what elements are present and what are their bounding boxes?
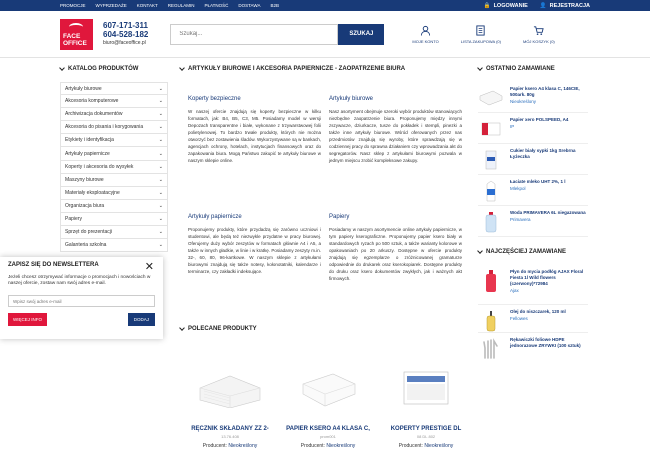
producer-value[interactable]: Nieokreślony: [228, 443, 258, 449]
user-icon: [420, 25, 431, 36]
login-label: LOGOWANIE: [493, 2, 528, 9]
paper-ream-icon: [297, 366, 359, 410]
chevron-down-icon: ⌄: [158, 189, 163, 196]
intro-grid: [180, 76, 470, 322]
top-nav-link[interactable]: PŁATNOŚĆ: [204, 3, 229, 8]
product-thumbnail[interactable]: [478, 210, 504, 234]
product-code: prom001: [320, 434, 336, 439]
chevron-down-icon: ⌄: [158, 85, 163, 92]
category-label: Papiery: [65, 215, 82, 222]
product-producer: [203, 443, 257, 449]
top-nav-link[interactable]: B2B: [270, 3, 279, 8]
recent-item[interactable]: [478, 113, 588, 144]
category-item[interactable]: [60, 121, 168, 134]
section-heading: Artykuły papiernicze: [188, 214, 242, 220]
recent-item[interactable]: [478, 144, 588, 175]
account-links: [484, 3, 590, 9]
category-item[interactable]: [60, 108, 168, 121]
top-nav-link[interactable]: PROMOCJE: [60, 3, 86, 8]
producer-label: Producent:: [300, 443, 325, 449]
logo[interactable]: [60, 19, 93, 50]
section-heading: Papiery: [329, 214, 350, 220]
popular-item-brand[interactable]: Ajax: [510, 288, 519, 293]
product-card[interactable]: [382, 352, 470, 449]
catalog-heading: [60, 62, 168, 76]
producer-label: Producent:: [202, 443, 227, 449]
popular-list: [478, 265, 588, 364]
category-item[interactable]: [60, 226, 168, 239]
newsletter-text: Jeżeli chcesz otrzymywać informacje o promocjach i nowościach w naszej ofercie, zostaw nam swój adres e-mail.: [8, 275, 151, 286]
chevron-down-icon: ⌄: [158, 215, 163, 222]
paper-towels-icon: [196, 368, 264, 408]
recent-title: OSTATNIO ZAMAWIANE: [486, 66, 555, 72]
catalog-title: KATALOG PRODUKTÓW: [68, 66, 139, 72]
category-label: Sprzęt do prezentacji: [65, 229, 112, 236]
top-bar: [0, 0, 650, 11]
section-text: Posiadamy w naszym asortymencie online artykuły papiernicze, w tym papiery kserograficzne. Proponujemy papier ksero biały w standardowych ryzach po 500 sztuk, a także warianty kolorowe w opakowaniach po 20 arkuszy. Dostępne w ofercie produkty znajdują się egzemplarze o zróżnicowanej gramaturze odpowiednie do drukarek oraz kserokopiarek. Dostępne produkty do druku oraz ksero dokumentów zwykłych, jak i ważnych akt firmowych.: [329, 227, 462, 281]
product-card[interactable]: [284, 352, 372, 449]
chevron-down-icon: ⌄: [158, 229, 163, 236]
close-icon[interactable]: ✕: [144, 261, 154, 273]
catalog-sidebar: [60, 58, 168, 449]
chevron-down-icon: ⌄: [158, 137, 163, 144]
category-label: Artykuły papiernicze: [65, 150, 110, 157]
product-producer: [301, 443, 355, 449]
recent-item-brand[interactable]: IP: [510, 124, 515, 129]
gloves-icon: [480, 338, 502, 360]
cleaner-bottle-icon: [484, 269, 498, 293]
list-icon: [475, 25, 486, 36]
chevron-down-icon: ⌄: [158, 124, 163, 131]
section-heading: Artykuły biurowe: [329, 96, 374, 102]
popular-heading: [478, 245, 588, 259]
top-nav-link[interactable]: KONTAKT: [136, 3, 158, 8]
producer-label: Producent:: [398, 443, 423, 449]
product-thumbnail[interactable]: [478, 86, 504, 110]
main-content: [0, 58, 650, 449]
recent-item[interactable]: [478, 206, 588, 237]
category-label: Organizacja biura: [65, 202, 105, 209]
user-plus-icon: 👤: [539, 2, 547, 9]
top-nav-link[interactable]: REGULAMIN: [167, 3, 195, 8]
popular-item[interactable]: [478, 265, 588, 305]
category-list: [60, 82, 168, 252]
header: [0, 11, 650, 57]
newsletter-title: ZAPISZ SIĘ DO NEWSLETTERA: [8, 262, 99, 268]
chevron-down-icon: [59, 65, 65, 71]
logo-line1: FACE: [63, 32, 81, 40]
category-label: Materiały eksploatacyjne: [65, 189, 120, 196]
recent-heading: [478, 62, 588, 76]
category-label: Koperty i akcesoria do wysyłek: [65, 163, 134, 170]
newsletter-popup: [0, 257, 163, 339]
product-card[interactable]: [186, 352, 274, 449]
phone-2: 604-528-182: [103, 29, 149, 39]
section-text: W naszej ofercie znajdują się koperty bezpieczne w kilku formatach, jak: B4, B5, C3, M5. Posiadamy model w wersji Depozach transparentne i białe, wykonane z trzywarstwowej folii polietylenowej. To bardzo trwałe produkty, których nie można otworzyć bez zostawienia śladów. Wykorzystywane są w bankach, agencjach ochrony, hotelach, instytucjach finansowych oraz do zapakowania biura. Mogą Państwo zakupić te artykuły biurowe w naszym sklepie online.: [188, 109, 321, 163]
sugar-icon: [483, 149, 499, 171]
right-sidebar: [478, 58, 588, 449]
popular-item-title[interactable]: Olej do niszczarek, 120 ml: [510, 309, 566, 314]
recent-item-title[interactable]: Łaciate mleko UHT 2%, 1 l: [510, 179, 566, 184]
search-button[interactable]: SZUKAJ: [338, 24, 384, 45]
email[interactable]: biuro@faceoffice.pl: [103, 39, 146, 46]
my-account-button[interactable]: [412, 25, 438, 44]
bird-icon: [69, 23, 83, 31]
contact-info: [103, 21, 148, 48]
popular-title: NAJCZĘŚCIEJ ZAMAWIANE: [486, 249, 567, 255]
my-account-label: MOJE KONTO: [412, 38, 439, 44]
recent-item-title[interactable]: Papier ksero A4 klasa C, 146CIE, 500ark. 80g: [510, 86, 580, 97]
top-nav: [60, 3, 279, 8]
product-name[interactable]: RĘCZNIK SKŁADANY ZZ 2-: [191, 426, 269, 432]
category-item[interactable]: [60, 161, 168, 174]
intro-section: [188, 214, 321, 322]
product-producer: [399, 443, 453, 449]
intro-section: [188, 96, 321, 204]
category-item[interactable]: [60, 200, 168, 213]
shopping-list-button[interactable]: [461, 25, 501, 44]
recent-item-title[interactable]: Papier xero POLSPEED, A4: [510, 117, 569, 122]
category-label: Akcesoria komputerowe: [65, 98, 119, 105]
recent-item[interactable]: [478, 82, 588, 113]
search-bar: [170, 24, 384, 45]
category-label: Maszyny biurowe: [65, 176, 104, 183]
product-thumbnail[interactable]: [478, 309, 504, 333]
category-label: Galanteria szkolna: [65, 242, 107, 249]
paper-box-icon: [480, 119, 502, 139]
cart-button[interactable]: [523, 25, 555, 44]
chevron-down-icon: ⌄: [158, 98, 163, 105]
chevron-down-icon: [179, 65, 185, 71]
category-item[interactable]: [60, 239, 168, 252]
featured-title: POLECANE PRODUKTY: [188, 326, 257, 332]
lock-icon: 🔒: [483, 2, 491, 9]
category-item[interactable]: [60, 174, 168, 187]
login-link[interactable]: [484, 3, 528, 9]
water-bottle-icon: [483, 211, 499, 233]
newsletter-email-input[interactable]: [8, 295, 155, 307]
intro-section: [329, 96, 462, 204]
chevron-down-icon: ⌄: [158, 176, 163, 183]
category-item[interactable]: [60, 82, 168, 95]
product-image[interactable]: [386, 352, 466, 424]
popular-item[interactable]: [478, 305, 588, 333]
logo-line2: OFFICE: [63, 39, 87, 47]
product-thumbnail[interactable]: [478, 179, 504, 203]
product-thumbnail[interactable]: [478, 269, 504, 293]
envelopes-icon: [401, 368, 451, 408]
category-item[interactable]: [60, 95, 168, 108]
product-name[interactable]: PAPIER KSERO A4 KLASA C,: [286, 426, 370, 432]
chevron-down-icon: ⌄: [158, 111, 163, 118]
paper-ream-icon: [479, 90, 503, 106]
phone-1: 607-171-311: [103, 20, 148, 30]
register-link[interactable]: [540, 3, 590, 9]
header-icons: [412, 25, 554, 44]
top-nav-link[interactable]: WYPRZEDAŻE: [95, 3, 127, 8]
chevron-down-icon: ⌄: [158, 150, 163, 157]
section-text: Nasz asortyment obejmuje szeroki wybór produktów stanowiących niezbędne zaopatrzenie biura. Proponujemy między innymi zszywacze, dziurkacze, tusze do pokładek i stempli, pinezki a także inne artykuły biurowe. Wśród oferowanych przez nas przedmiotów znajdują się wyroby, które sprawdzają się w codziennej pracy do sprawna działaniem czy wprowadzania akt do segregatorów. Nasz sklep z artykułami biurowymi pozwala w jednym miejscu zrobić kompleksowe zakupy.: [329, 109, 462, 163]
recent-item-brand[interactable]: Primavera: [510, 217, 531, 222]
main-heading: [180, 62, 470, 76]
product-code: 08 DL 802: [416, 434, 436, 439]
cart-icon: [533, 25, 544, 36]
category-label: Archiwizacja dokumentów: [65, 111, 123, 118]
cart-label: MÓJ KOSZYK (0): [522, 38, 555, 44]
popular-item-title[interactable]: Rękawiczki foliowe HDPE jednorazowe ZRYWKI (100 sztuk): [510, 337, 581, 348]
section-heading: Koperty bezpieczne: [188, 96, 241, 102]
product-thumbnail[interactable]: [478, 117, 504, 141]
category-item[interactable]: [60, 134, 168, 147]
product-thumbnail[interactable]: [478, 148, 504, 172]
subscribe-button[interactable]: DODAJ: [128, 313, 155, 326]
recent-item-brand[interactable]: Mlekpol: [510, 186, 526, 191]
chevron-down-icon: [477, 248, 483, 254]
product-name[interactable]: KOPERTY PRESTIGE DL: [390, 426, 462, 432]
chevron-down-icon: [179, 325, 185, 331]
newsletter-buttons: [8, 313, 155, 326]
product-code: 13.76.408: [221, 434, 239, 439]
product-image[interactable]: [288, 352, 368, 424]
center-column: [168, 58, 470, 449]
chevron-down-icon: [477, 65, 483, 71]
popular-item-brand[interactable]: Fellowes: [510, 316, 528, 321]
top-nav-link[interactable]: DOSTAWA: [238, 3, 261, 8]
intro-section: [329, 214, 462, 322]
more-info-button[interactable]: WIĘCEJ INFO: [8, 313, 47, 326]
milk-carton-icon: [484, 180, 498, 202]
popular-item-title[interactable]: Płyn do mycia podłóg AJAX Floral Fiesta 1l Wild flowers (czerwony)*72984: [510, 269, 584, 286]
producer-value[interactable]: Nieokreślony: [424, 443, 454, 449]
category-item[interactable]: [60, 187, 168, 200]
category-label: Artykuły biurowe: [65, 85, 102, 92]
recent-item-title[interactable]: Woda PRIMAVERA 6L niegazowana: [510, 210, 586, 215]
category-label: Akcesoria do pisania i korygowania: [65, 124, 144, 131]
search-input[interactable]: [170, 24, 338, 45]
chevron-down-icon: ⌄: [158, 163, 163, 170]
popular-item[interactable]: [478, 333, 588, 364]
featured-heading: [180, 322, 470, 336]
shopping-list-label: LISTA ZAKUPOWA (0): [460, 38, 501, 44]
producer-value[interactable]: Nieokreślony: [326, 443, 356, 449]
chevron-down-icon: ⌄: [158, 242, 163, 249]
product-thumbnail[interactable]: [478, 337, 504, 361]
category-item[interactable]: [60, 213, 168, 226]
oil-bottle-icon: [484, 310, 498, 332]
register-label: REJESTRACJA: [549, 2, 590, 9]
featured-products: [180, 352, 470, 449]
recent-list: [478, 82, 588, 237]
section-text: Proponujemy produkty, które przydadzą się zarówno uczniowi i studentowi, ale będą też niezwykle przydatne w pracy biurowej. Oferujemy duży wybór zeszytów w formatach głównie A4 i A5, a także w innych gładkie, w linie i w kratkę. Posiadamy zeszyty m.in. 32-, 60, 80, 96-kartkowe. W naszym sklepie z artykułami biurowymi znajdują się także notesy, kołonotatniki, kalendarze i terminarze, czy zakładki indeksujące.: [188, 227, 321, 274]
recent-item[interactable]: [478, 175, 588, 206]
recent-item-title[interactable]: Cukier biały sypki 1kg Srebrna Łyżeczka: [510, 148, 576, 159]
category-label: Etykiety i identyfikacja: [65, 137, 114, 144]
category-item[interactable]: [60, 147, 168, 160]
product-image[interactable]: [190, 352, 270, 424]
main-title: ARTYKUŁY BIUROWE I AKCESORIA PAPIERNICZE - ZAOPATRZENIE BIURA: [188, 66, 406, 72]
chevron-down-icon: ⌄: [158, 202, 163, 209]
recent-item-brand[interactable]: Nieokreślony: [510, 99, 537, 104]
